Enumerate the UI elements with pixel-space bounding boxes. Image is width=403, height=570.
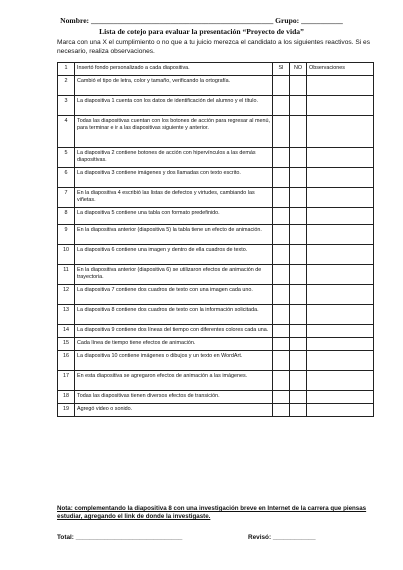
observaciones-cell[interactable] xyxy=(307,285,374,305)
observaciones-cell[interactable] xyxy=(307,96,374,116)
row-criterion: La diapositiva 6 contiene una imagen y dentro de ella cuadros de texto. xyxy=(75,245,273,265)
si-checkbox-cell[interactable] xyxy=(273,404,290,417)
no-checkbox-cell[interactable] xyxy=(290,305,307,325)
header-num: 1 xyxy=(58,63,75,76)
row-number: 6 xyxy=(58,168,75,188)
observaciones-cell[interactable] xyxy=(307,391,374,404)
row-number: 2 xyxy=(58,76,75,96)
row-criterion: La diapositiva 2 contiene botones de acción con hipervínculos a las demás diapositivas. xyxy=(75,148,273,168)
table-row xyxy=(58,148,374,168)
si-checkbox-cell[interactable] xyxy=(273,76,290,96)
row-number: 16 xyxy=(58,351,75,371)
no-checkbox-cell[interactable] xyxy=(290,404,307,417)
table-row xyxy=(58,116,374,148)
no-checkbox-cell[interactable] xyxy=(290,116,307,148)
si-checkbox-cell[interactable] xyxy=(273,225,290,245)
row-criterion: Todas las diapositivas tienen diversos efectos de transición. xyxy=(75,391,273,404)
table-row xyxy=(58,265,374,285)
row-criterion: Cada línea de tiempo tiene efectos de animación. xyxy=(75,338,273,351)
observaciones-cell[interactable] xyxy=(307,208,374,225)
observaciones-cell[interactable] xyxy=(307,371,374,391)
row-number: 15 xyxy=(58,338,75,351)
no-checkbox-cell[interactable] xyxy=(290,225,307,245)
no-checkbox-cell[interactable] xyxy=(290,96,307,116)
no-checkbox-cell[interactable] xyxy=(290,285,307,305)
si-checkbox-cell[interactable] xyxy=(273,371,290,391)
table-row xyxy=(58,208,374,225)
row-criterion: En la diapositiva anterior (diapositiva 5) la tabla tiene un efecto de animación. xyxy=(75,225,273,245)
si-checkbox-cell[interactable] xyxy=(273,168,290,188)
row-criterion: La diapositiva 7 contiene dos cuadros de texto con una imagen cada uno. xyxy=(75,285,273,305)
row-number: 10 xyxy=(58,245,75,265)
no-checkbox-cell[interactable] xyxy=(290,371,307,391)
no-checkbox-cell[interactable] xyxy=(290,188,307,208)
si-checkbox-cell[interactable] xyxy=(273,285,290,305)
table-row xyxy=(58,76,374,96)
observaciones-cell[interactable] xyxy=(307,325,374,338)
row-criterion: En la diapositiva 4 escribió las listas de defectos y virtudes, cambiando las viñetas. xyxy=(75,188,273,208)
row-criterion: La diapositiva 10 contiene imágenes o dibujos y un texto en WordArt. xyxy=(75,351,273,371)
observaciones-cell[interactable] xyxy=(307,351,374,371)
header-criterion: Insertó fondo personalizado a cada diapositiva. xyxy=(75,63,273,76)
si-checkbox-cell[interactable] xyxy=(273,338,290,351)
table-row xyxy=(58,325,374,338)
no-checkbox-cell[interactable] xyxy=(290,265,307,285)
row-criterion: La diapositiva 9 contiene dos líneas del tiempo con diferentes colores cada una. xyxy=(75,325,273,338)
row-criterion: La diapositiva 3 contiene imágenes y dos llamadas con texto escrito. xyxy=(75,168,273,188)
row-number: 5 xyxy=(58,148,75,168)
investigation-note: Nota: complementando la diapositiva 8 con una investigación breve en Internet de la carrera que piensas estudiar, agregando el link de donde la investigaste. xyxy=(57,505,367,520)
no-checkbox-cell[interactable] xyxy=(290,325,307,338)
row-criterion: Todas las diapositivas cuentan con los botones de acción para regresar al menú, para terminar e ir a las diapositivas siguiente y anterior. xyxy=(75,116,273,148)
table-row xyxy=(58,351,374,371)
row-criterion: La diapositiva 1 cuenta con los datos de identificación del alumno y el título. xyxy=(75,96,273,116)
table-row xyxy=(58,391,374,404)
checklist-table xyxy=(57,62,374,417)
si-checkbox-cell[interactable] xyxy=(273,208,290,225)
no-checkbox-cell[interactable] xyxy=(290,245,307,265)
instructions-text: Marca con una X el cumplimiento o no que a tu juicio merezca el candidato a los siguientes reactivos. Si es necesario, realiza observaciones. xyxy=(57,39,371,55)
observaciones-cell[interactable] xyxy=(307,305,374,325)
observaciones-cell[interactable] xyxy=(307,188,374,208)
table-header-row xyxy=(58,63,374,76)
row-number: 3 xyxy=(58,96,75,116)
row-number: 14 xyxy=(58,325,75,338)
observaciones-cell[interactable] xyxy=(307,225,374,245)
row-number: 11 xyxy=(58,265,75,285)
header-observaciones: Observaciones xyxy=(307,63,374,76)
no-checkbox-cell[interactable] xyxy=(290,351,307,371)
no-checkbox-cell[interactable] xyxy=(290,208,307,225)
no-checkbox-cell[interactable] xyxy=(290,76,307,96)
observaciones-cell[interactable] xyxy=(307,148,374,168)
row-number: 12 xyxy=(58,285,75,305)
observaciones-cell[interactable] xyxy=(307,338,374,351)
si-checkbox-cell[interactable] xyxy=(273,96,290,116)
si-checkbox-cell[interactable] xyxy=(273,351,290,371)
no-checkbox-cell[interactable] xyxy=(290,168,307,188)
row-number: 7 xyxy=(58,188,75,208)
row-number: 19 xyxy=(58,404,75,417)
row-criterion: En esta diapositiva se agregaron efectos de animación a las imágenes. xyxy=(75,371,273,391)
row-number: 18 xyxy=(58,391,75,404)
row-criterion: En la diapositiva anterior (diapositiva 6) se utilizaron efectos de animación de trayectoria. xyxy=(75,265,273,285)
no-checkbox-cell[interactable] xyxy=(290,148,307,168)
observaciones-cell[interactable] xyxy=(307,116,374,148)
total-field: Total: ______________________________ xyxy=(57,534,183,541)
si-checkbox-cell[interactable] xyxy=(273,245,290,265)
si-checkbox-cell[interactable] xyxy=(273,148,290,168)
table-row xyxy=(58,404,374,417)
table-row xyxy=(58,338,374,351)
si-checkbox-cell[interactable] xyxy=(273,305,290,325)
row-number: 8 xyxy=(58,208,75,225)
si-checkbox-cell[interactable] xyxy=(273,265,290,285)
table-row xyxy=(58,96,374,116)
row-number: 9 xyxy=(58,225,75,245)
si-checkbox-cell[interactable] xyxy=(273,188,290,208)
si-checkbox-cell[interactable] xyxy=(273,391,290,404)
row-criterion: La diapositiva 5 contiene una tabla con formato predefinido. xyxy=(75,208,273,225)
si-checkbox-cell[interactable] xyxy=(273,116,290,148)
table-row xyxy=(58,305,374,325)
row-number: 13 xyxy=(58,305,75,325)
row-number: 17 xyxy=(58,371,75,391)
observaciones-cell[interactable] xyxy=(307,76,374,96)
si-checkbox-cell[interactable] xyxy=(273,325,290,338)
observaciones-cell[interactable] xyxy=(307,245,374,265)
row-criterion: Agregó video o sonido. xyxy=(75,404,273,417)
observaciones-cell[interactable] xyxy=(307,404,374,417)
table-row xyxy=(58,225,374,245)
row-number: 4 xyxy=(58,116,75,148)
table-row xyxy=(58,245,374,265)
reviso-field: Revisó: ____________ xyxy=(248,534,316,541)
row-criterion: Cambió el tipo de letra, color y tamaño, verificando la ortografía. xyxy=(75,76,273,96)
document-title: Lista de cotejo para evaluar la presentación “Proyecto de vida” xyxy=(99,27,304,36)
table-row xyxy=(58,285,374,305)
header-no: NO xyxy=(290,63,307,76)
header-si: SI xyxy=(273,63,290,76)
name-group-line: Nombre: ________________________________________________ Grupo: ___________ xyxy=(60,16,343,25)
no-checkbox-cell[interactable] xyxy=(290,338,307,351)
table-row xyxy=(58,188,374,208)
table-row xyxy=(58,371,374,391)
no-checkbox-cell[interactable] xyxy=(290,391,307,404)
observaciones-cell[interactable] xyxy=(307,265,374,285)
table-row xyxy=(58,168,374,188)
observaciones-cell[interactable] xyxy=(307,168,374,188)
row-criterion: La diapositiva 8 contiene dos cuadros de texto con la información solicitada. xyxy=(75,305,273,325)
